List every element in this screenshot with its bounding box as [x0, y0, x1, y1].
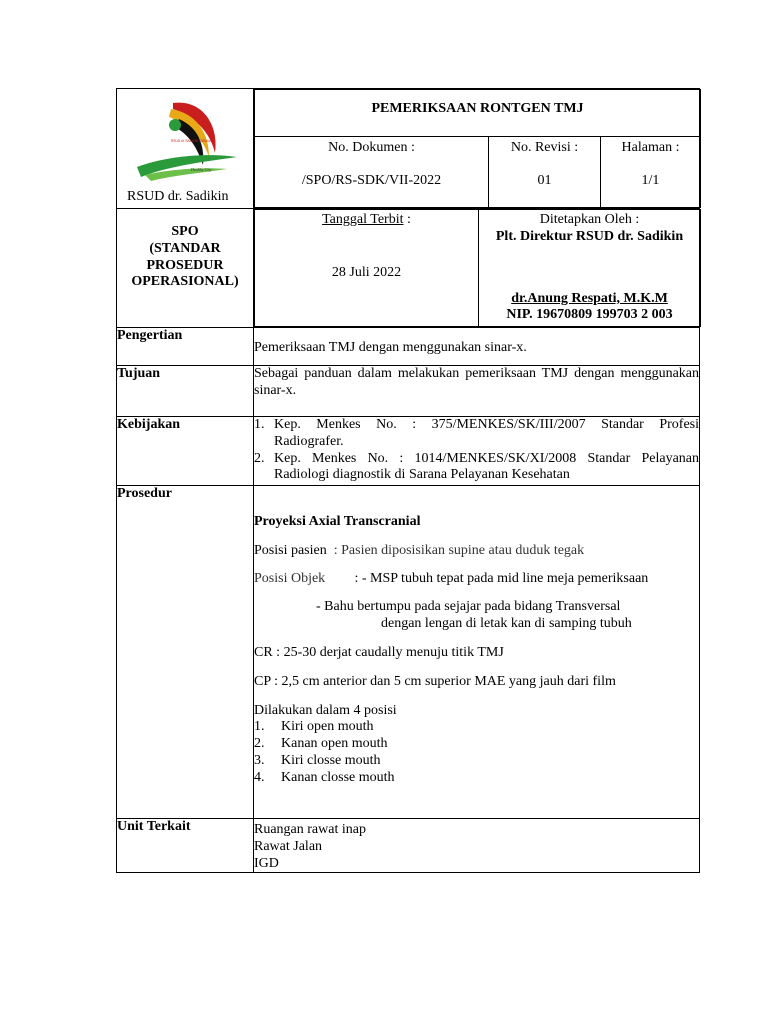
tujuan-row: [117, 366, 700, 417]
kebijakan-item-text: Kep. Menkes No. : 1014/MENKES/SK/XI/2008 Standar Pelayanan Radiologi diagnostik di Sarana Pelayanan Kesehatan: [274, 450, 699, 483]
no-dokumen-label: No. Dokumen :: [328, 140, 415, 155]
posisi-item-number: 2.: [254, 736, 265, 752]
spo-info-cell: [254, 209, 700, 328]
tanggal-terbit-colon: :: [403, 212, 411, 227]
posisi-item-number: 3.: [254, 752, 265, 768]
spo-line-2: (STANDAR: [149, 240, 221, 256]
posisi-objek-label: Posisi Objek: [254, 570, 326, 586]
posisi-objek-text: : - MSP tubuh tepat pada mid line meja pemeriksaan: [351, 570, 649, 586]
unit-terkait-item: IGD: [254, 855, 279, 871]
spo-line-4: OPERASIONAL): [131, 274, 239, 290]
spo-row: [117, 209, 700, 328]
posisi-item-text: Kanan closse mouth: [281, 769, 395, 785]
kebijakan-label: Kebijakan: [117, 417, 254, 486]
kebijakan-item-number: 1.: [254, 417, 265, 432]
tanggal-terbit-cell: [255, 210, 479, 327]
kebijakan-item-number: 2.: [254, 450, 265, 466]
hospital-logo: [131, 95, 241, 183]
unit-terkait-label: Unit Terkait: [117, 819, 254, 873]
posisi-item: [254, 736, 699, 753]
logo-emblem: [169, 119, 181, 131]
unit-terkait-item: Rawat Jalan: [254, 838, 323, 854]
posisi-list: [254, 719, 699, 786]
posisi-item: [254, 770, 699, 787]
cr-line: CR : 25-30 derjat caudally menuju titik TMJ: [254, 644, 504, 660]
kebijakan-row: [117, 417, 700, 486]
document-title: PEMERIKSAAN RONTGEN TMJ: [255, 90, 701, 137]
kebijakan-item: [254, 451, 699, 485]
no-dokumen-value: /SPO/RS-SDK/VII-2022: [301, 172, 442, 188]
halaman-label: Halaman :: [621, 140, 680, 155]
tanggal-terbit-value: 28 Juli 2022: [331, 264, 402, 280]
ditetapkan-by: Plt. Direktur RSUD dr. Sadikin: [495, 228, 684, 244]
ditetapkan-cell: [479, 210, 701, 327]
pengertian-label: Pengertian: [117, 328, 254, 366]
posisi-pasien-line: [254, 543, 699, 560]
posisi-objek-line: [254, 571, 699, 588]
cp-line: CP : 2,5 cm anterior dan 5 cm superior MAE yang jauh dari film: [254, 673, 616, 689]
pengertian-row: [117, 328, 700, 366]
unit-terkait-row: [117, 819, 700, 873]
header-info-cell: [254, 89, 700, 209]
kebijakan-list: [254, 417, 699, 484]
logo-cell: [117, 89, 254, 209]
logo-motto: Healthy City: [191, 167, 212, 172]
posisi-item-text: Kanan open mouth: [281, 736, 388, 752]
tanggal-terbit-label: Tanggal Terbit: [322, 212, 404, 227]
signer-name: dr.Anung Respati, M.K.M: [511, 290, 668, 306]
spo-table: [116, 88, 700, 873]
halaman-cell: [601, 137, 701, 208]
spo-document: [116, 88, 699, 873]
signer-nip: NIP. 19670809 199703 2 003: [506, 307, 673, 323]
hospital-name: RSUD dr. Sadikin: [127, 189, 229, 204]
spo-title-cell: [117, 209, 254, 328]
pengertian-text: Pemeriksaan TMJ dengan menggunakan sinar-x.: [254, 328, 700, 366]
spo-line-1: SPO: [171, 224, 199, 239]
halaman-value: 1/1: [641, 172, 660, 188]
ditetapkan-label: Ditetapkan Oleh :: [539, 212, 640, 227]
no-revisi-label: No. Revisi :: [510, 140, 579, 155]
bahu-line-1: - Bahu bertumpu pada sejajar pada bidang Transversal: [316, 599, 621, 615]
no-revisi-value: 01: [537, 172, 552, 188]
spo-line-3: PROSEDUR: [146, 257, 224, 273]
posisi-intro: Dilakukan dalam 4 posisi: [254, 702, 397, 718]
prosedur-cell: [254, 486, 700, 819]
prosedur-label: Prosedur: [117, 486, 254, 819]
tujuan-text: Sebagai panduan dalam melakukan pemeriksaan TMJ dengan menggunakan sinar-x.: [254, 366, 700, 417]
posisi-item: [254, 719, 699, 736]
posisi-pasien-label: Posisi pasien: [254, 542, 327, 558]
posisi-item-text: Kiri closse mouth: [281, 752, 381, 768]
bahu-line-2: dengan lengan di letak kan di samping tubuh: [381, 616, 632, 632]
prosedur-heading: Proyeksi Axial Transcranial: [254, 514, 421, 529]
kebijakan-item: [254, 417, 699, 451]
header-row: [117, 89, 700, 209]
posisi-item-number: 4.: [254, 769, 265, 785]
posisi-pasien-text: : Pasien diposisikan supine atau duduk tegak: [326, 542, 585, 558]
kebijakan-cell: [254, 417, 700, 486]
posisi-item-text: Kiri open mouth: [281, 719, 374, 735]
posisi-item-number: 1.: [254, 719, 265, 735]
unit-terkait-cell: [254, 819, 700, 873]
prosedur-row: [117, 486, 700, 819]
no-revisi-cell: [489, 137, 601, 208]
posisi-item: [254, 753, 699, 770]
no-dokumen-cell: [255, 137, 489, 208]
logo-text: RSUD dr. SADIKIN PARIAMAN: [171, 139, 216, 143]
kebijakan-item-text: Kep. Menkes No. : 375/MENKES/SK/III/2007 Standar Profesi Radiografer.: [274, 417, 699, 449]
unit-terkait-item: Ruangan rawat inap: [254, 822, 366, 837]
tujuan-label: Tujuan: [117, 366, 254, 417]
